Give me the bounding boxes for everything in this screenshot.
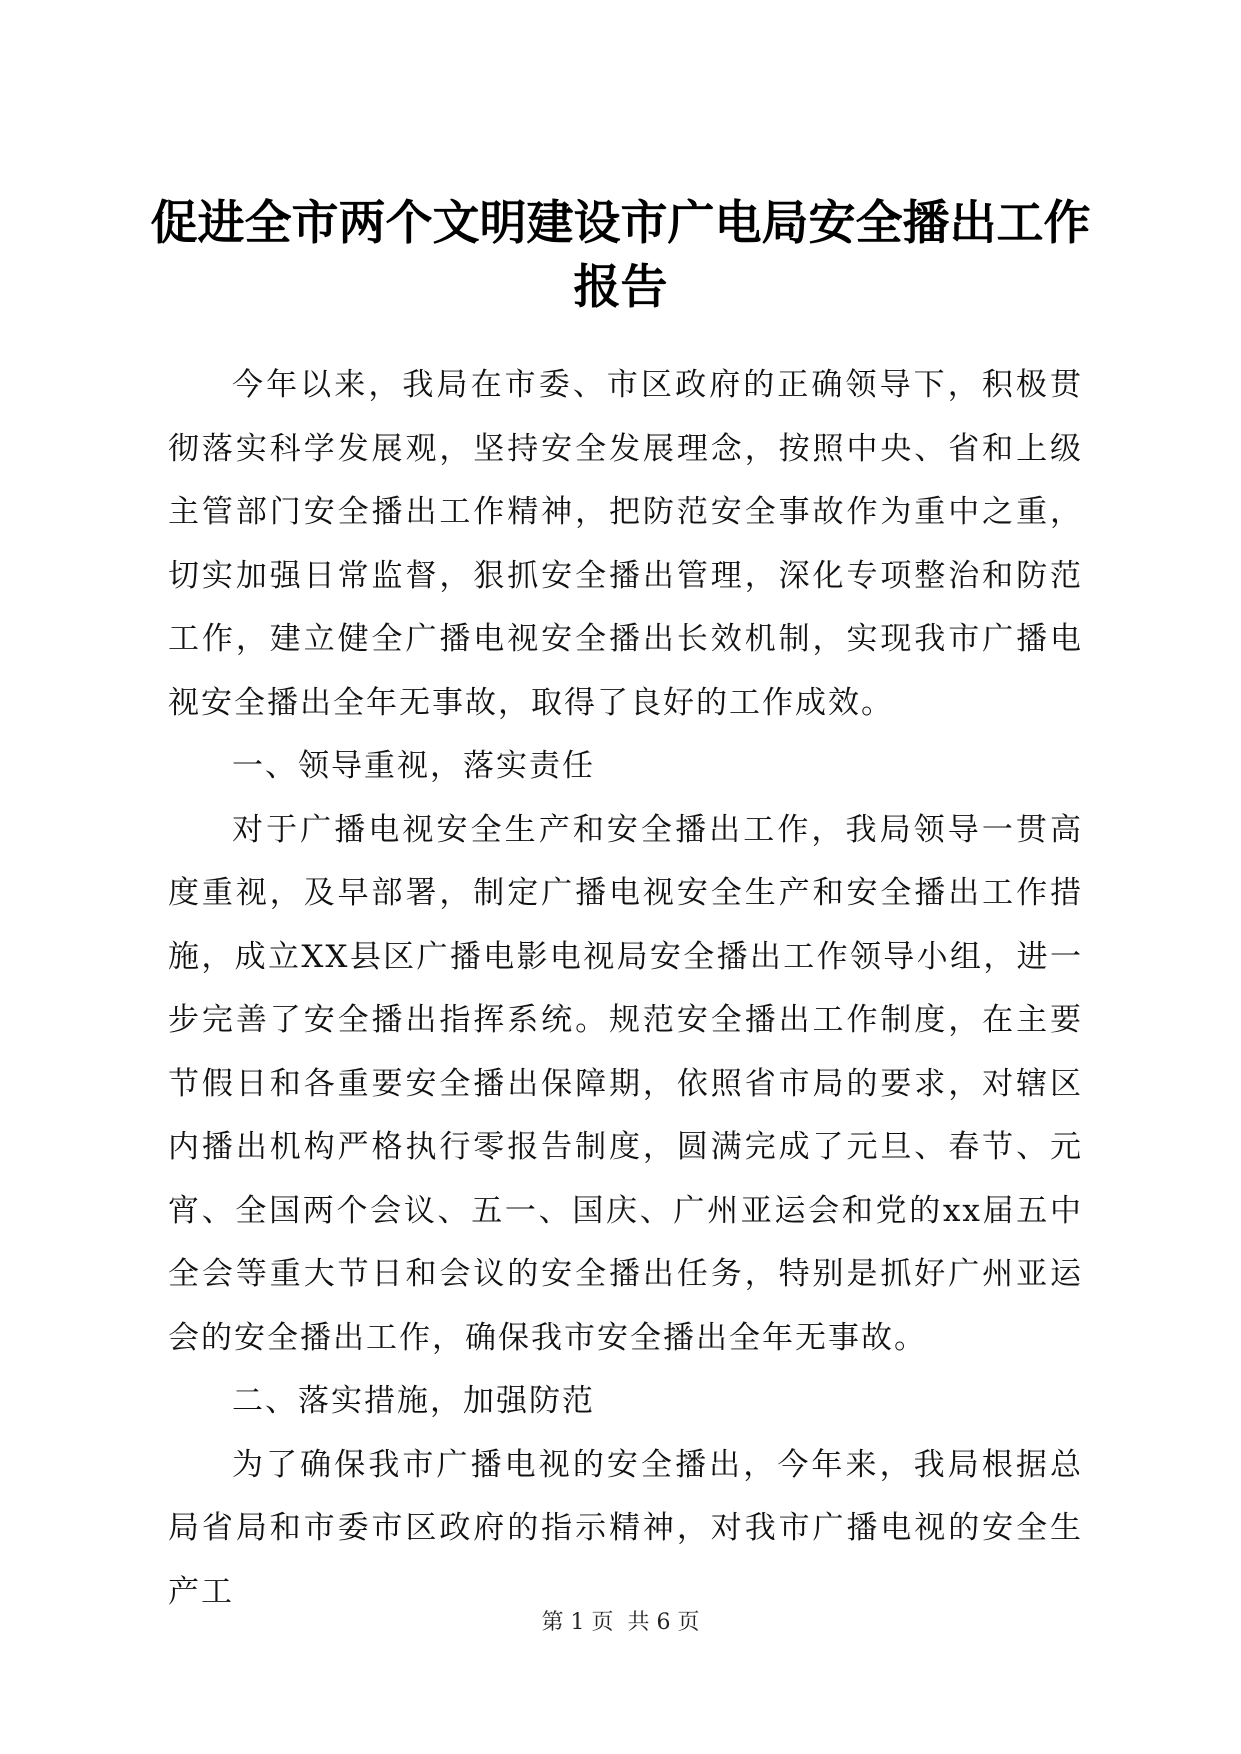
document-title: 促进全市两个文明建设市广电局安全播出工作报告	[150, 196, 1091, 315]
paragraph-section-1: 对于广播电视安全生产和安全播出工作，我局领导一贯高度重视，及早部署，制定广播电视安全生产和安全播出工作措施，成立XX县区广播电影电视局安全播出工作领导小组，进一步完善了安全播出指挥系统。规范安全播出工作制度，在主要节假日和各重要安全播出保障期，依照省市局的要求，对辖区内播出机构严格执行零报告制度，圆满完成了元旦、春节、元宵、全国两个会议、五一、国庆、广州亚运会和党的xx届五中全会等重大节日和会议的安全播出任务，特别是抓好广州亚运会的安全播出工作，确保我市安全播出全年无事故。	[168, 811, 1083, 1356]
section-heading-1: 一、领导重视，落实责任	[232, 748, 595, 784]
section-heading-2: 二、落实措施，加强防范	[232, 1383, 595, 1419]
page-footer	[0, 1608, 1241, 1638]
paragraph-intro: 今年以来，我局在市委、市区政府的正确领导下，积极贯彻落实科学发展观，坚持安全发展理念，按照中央、省和上级主管部门安全播出工作精神，把防范安全事故作为重中之重，切实加强日常监督，狠抓安全播出管理，深化专项整治和防范工作，建立健全广播电视安全播出长效机制，实现我市广播电视安全播出全年无事故，取得了良好的工作成效。	[168, 367, 1083, 721]
page-number: 第 1 页 共 6 页	[541, 1610, 700, 1635]
paragraph-section-2: 为了确保我市广播电视的安全播出，今年来，我局根据总局省局和市委市区政府的指示精神，对我市广播电视的安全生产工	[168, 1446, 1083, 1610]
document-body	[168, 354, 1083, 1624]
